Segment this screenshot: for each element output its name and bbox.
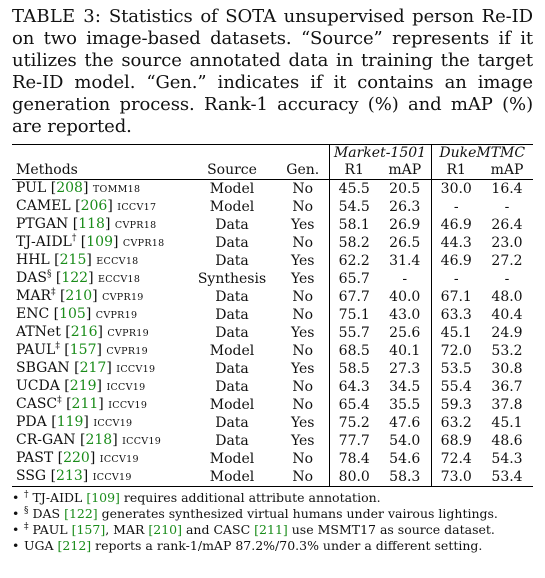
method-name: MAR [16, 288, 51, 304]
col-header-gen: Gen. [286, 162, 320, 178]
dataset-header-row [12, 145, 533, 163]
method-name: TJ-AIDL [16, 234, 72, 250]
source-cell: Data [215, 252, 249, 269]
gen-cell: Yes [291, 270, 315, 287]
market-map-cell: 47.6 [389, 414, 421, 431]
footnote-text: and CASC [182, 522, 255, 537]
footnote-mark: ‡ [24, 521, 29, 532]
market-r1-cell: 65.7 [329, 270, 379, 288]
gen-cell: Yes [291, 414, 315, 431]
duke-r1-cell: 45.1 [431, 324, 481, 342]
duke-r1-cell: 59.3 [431, 396, 481, 414]
duke-map-cell: 23.0 [491, 234, 523, 251]
venue-label: CVPR19 [107, 328, 149, 339]
col-header-market-r1: R1 [329, 162, 379, 180]
duke-map-cell: 45.1 [491, 414, 523, 431]
footnote-mark: † [71, 233, 77, 244]
source-cell: Data [215, 432, 249, 449]
duke-map-cell: 53.2 [491, 342, 523, 359]
citation-link[interactable]: 206 [80, 198, 108, 214]
gen-cell: No [292, 396, 314, 413]
duke-r1-cell: 73.0 [431, 468, 481, 487]
duke-map-cell: 24.9 [491, 324, 523, 341]
duke-r1-cell: 53.5 [431, 360, 481, 378]
duke-map-cell: 48.6 [491, 432, 523, 449]
dataset-header-market: Market-1501 [329, 145, 431, 163]
venue-label: ICCV19 [122, 436, 162, 447]
market-r1-cell: 58.2 [329, 234, 379, 252]
duke-map-cell: 27.2 [491, 252, 523, 269]
market-r1-cell: 75.1 [329, 306, 379, 324]
footnote-mark: ‡ [57, 395, 62, 406]
method-cell: DAS§ [122] ECCV18 [16, 269, 141, 286]
method-cell: UCDA [219] ICCV19 [16, 378, 146, 394]
method-name: HHL [16, 252, 50, 268]
caption-text: Statistics of SOTA unsupervised person Re-ID on two image-based datasets. “Source” represents if it utilizes the source annotated data in training the target Re-ID model. “Gen.” indicates if it contains an image generation process. Rank-1 accuracy (%) and mAP (%) are reported. [12, 6, 533, 137]
citation-link[interactable]: 211 [71, 396, 99, 412]
citation-link[interactable]: 109 [86, 234, 113, 250]
table-caption [12, 6, 533, 138]
source-cell: Data [215, 306, 249, 323]
method-cell: SBGAN [217] ICCV19 [16, 360, 156, 376]
method-cell: SSG [213] ICCV19 [12, 468, 187, 487]
source-cell: Data [215, 288, 249, 305]
footnote [12, 506, 533, 522]
footnote-text: UGA [24, 538, 58, 553]
duke-map-cell: 40.4 [491, 306, 523, 323]
footnote-text: DAS [28, 506, 65, 521]
method-cell: HHL [215] ECCV18 [16, 252, 139, 268]
footnote [12, 490, 533, 506]
market-map-cell: 31.4 [389, 252, 421, 269]
market-r1-cell: 54.5 [329, 198, 379, 216]
method-cell: CR-GAN [218] ICCV19 [16, 432, 162, 448]
method-cell: CASC‡ [211] ICCV19 [16, 395, 148, 412]
market-r1-cell: 45.5 [329, 180, 379, 199]
duke-r1-cell: 72.4 [431, 450, 481, 468]
duke-map-cell: 36.7 [491, 378, 523, 395]
gen-cell: No [292, 450, 314, 467]
table-row [12, 306, 533, 324]
method-cell: MAR‡ [210] CVPR19 [16, 287, 144, 304]
source-cell: Synthesis [197, 270, 267, 287]
citation-link[interactable]: 219 [69, 378, 97, 394]
table-row [12, 360, 533, 378]
source-cell: Model [209, 450, 255, 467]
table-row [12, 432, 533, 450]
duke-map-cell: - [504, 198, 510, 215]
market-map-cell: 20.5 [379, 180, 431, 199]
table-row [12, 198, 533, 216]
method-cell: PAUL‡ [157] CVPR19 [16, 341, 148, 358]
venue-label: CVPR19 [106, 346, 148, 357]
venue-label: TOMM18 [92, 184, 141, 195]
source-cell: Data [215, 216, 249, 233]
venue-label: CVPR19 [95, 310, 138, 321]
gen-cell: No [292, 198, 314, 215]
table-row [12, 450, 533, 468]
gen-cell: Yes [291, 324, 315, 341]
footnote [12, 538, 533, 554]
footnote-mark: § [24, 505, 29, 516]
venue-label: ICCV19 [116, 364, 156, 375]
source-cell: Model [187, 180, 277, 199]
method-name: DAS [16, 270, 47, 286]
citation-link[interactable]: 216 [70, 324, 98, 340]
gen-cell: No [292, 288, 314, 305]
venue-label: ECCV18 [96, 256, 139, 267]
market-map-cell: 35.5 [389, 396, 421, 413]
table-row [12, 468, 533, 487]
venue-label: ICCV19 [99, 454, 139, 465]
duke-r1-cell: 63.3 [431, 306, 481, 324]
market-map-cell: 27.3 [389, 360, 421, 377]
duke-r1-cell: 68.9 [431, 432, 481, 450]
citation-link[interactable]: 105 [59, 306, 86, 322]
footnote-text: reports a rank-1/mAP 87.2%/70.3% under a different setting. [91, 538, 483, 553]
method-cell: ENC [105] CVPR19 [16, 306, 138, 322]
table-row [12, 396, 533, 414]
venue-label: ICCV19 [93, 418, 133, 429]
market-map-cell: 54.0 [389, 432, 421, 449]
duke-r1-cell: 55.4 [431, 378, 481, 396]
footnote-mark: † [24, 489, 29, 500]
table-row [12, 180, 533, 199]
market-map-cell: 26.5 [389, 234, 421, 251]
venue-label: ICCV17 [117, 202, 157, 213]
bullet-icon: • [12, 522, 20, 537]
citation-link[interactable]: 215 [59, 252, 87, 268]
market-r1-cell: 80.0 [329, 468, 379, 487]
market-r1-cell: 68.5 [329, 342, 379, 360]
method-cell: TJ-AIDL† [109] CVPR18 [16, 233, 165, 250]
duke-map-cell: 16.4 [481, 180, 533, 199]
venue-label: CVPR19 [102, 292, 144, 303]
duke-r1-cell: - [431, 198, 481, 216]
market-map-cell: 25.6 [389, 324, 421, 341]
col-header-methods: Methods [16, 162, 78, 178]
method-name: ENC [16, 306, 50, 322]
method-name: PDA [16, 414, 47, 430]
method-cell: CAMEL [206] ICCV17 [16, 198, 157, 214]
citation-link[interactable]: [212] [57, 538, 92, 553]
gen-cell: No [277, 468, 329, 487]
method-name: CR-GAN [16, 432, 76, 448]
duke-r1-cell: 46.9 [431, 216, 481, 234]
bullet-icon: • [12, 506, 20, 521]
table-row [12, 234, 533, 252]
citation-link[interactable]: 210 [65, 288, 93, 304]
citation-link[interactable]: 217 [79, 360, 107, 376]
market-map-cell: 40.0 [389, 288, 421, 305]
gen-cell: No [292, 342, 314, 359]
citation-link[interactable]: 118 [78, 216, 105, 232]
col-header-duke-r1: R1 [431, 162, 481, 180]
method-name: CASC [16, 396, 58, 412]
method-name: SBGAN [16, 360, 70, 376]
duke-map-cell: 53.4 [481, 468, 533, 487]
duke-map-cell: - [504, 270, 510, 287]
gen-cell: No [292, 234, 314, 251]
footnote-mark: ‡ [55, 341, 60, 352]
method-cell: PDA [119] ICCV19 [16, 414, 133, 430]
duke-map-cell: 54.3 [491, 450, 523, 467]
market-r1-cell: 67.7 [329, 288, 379, 306]
venue-label: ICCV19 [92, 472, 132, 483]
table-body [12, 180, 533, 487]
gen-cell: Yes [291, 360, 315, 377]
market-map-cell: 40.1 [389, 342, 421, 359]
source-cell: Data [215, 360, 249, 377]
market-map-cell: - [402, 270, 408, 287]
market-map-cell: 34.5 [389, 378, 421, 395]
duke-r1-cell: 44.3 [431, 234, 481, 252]
method-name: ATNet [16, 324, 61, 340]
source-cell: Data [215, 234, 249, 251]
gen-cell: Yes [291, 216, 315, 233]
citation-link[interactable]: 213 [56, 468, 83, 484]
source-cell: Data [215, 324, 249, 341]
method-name: CAMEL [16, 198, 71, 214]
venue-label: CVPR18 [122, 238, 165, 249]
method-cell: ATNet [216] CVPR19 [16, 324, 149, 340]
method-cell: PTGAN [118] CVPR18 [16, 216, 157, 232]
citation-link[interactable]: [122] [64, 506, 98, 521]
table-row [12, 414, 533, 432]
source-cell: Model [209, 342, 255, 359]
source-cell: Data [215, 378, 249, 395]
method-cell: PAST [220] ICCV19 [16, 450, 139, 466]
market-map-cell: 26.3 [389, 198, 421, 215]
market-map-cell: 54.6 [389, 450, 421, 467]
market-r1-cell: 78.4 [329, 450, 379, 468]
table-notes [12, 490, 533, 554]
citation-link[interactable]: 218 [85, 432, 113, 448]
market-map-cell: 43.0 [389, 306, 421, 323]
table-row [12, 378, 533, 396]
results-table [12, 144, 533, 487]
footnote-text: TJ-AIDL [28, 490, 87, 505]
source-cell: Data [215, 414, 249, 431]
market-r1-cell: 77.7 [329, 432, 379, 450]
market-r1-cell: 65.4 [329, 396, 379, 414]
duke-r1-cell: 67.1 [431, 288, 481, 306]
citation-link[interactable]: [109] [86, 490, 120, 505]
citation-link[interactable]: [157] [71, 522, 106, 537]
footnote [12, 522, 533, 538]
citation-link[interactable]: 122 [61, 270, 89, 286]
source-cell: Model [209, 198, 255, 215]
method-cell: PUL [208] TOMM18 [12, 180, 187, 199]
footnote-mark: ‡ [51, 287, 56, 298]
venue-label: CVPR18 [114, 220, 157, 231]
duke-r1-cell: 63.2 [431, 414, 481, 432]
table-row [12, 324, 533, 342]
market-map-cell: 58.3 [379, 468, 431, 487]
market-r1-cell: 62.2 [329, 252, 379, 270]
table-row [12, 216, 533, 234]
table-row [12, 270, 533, 288]
method-name: SSG [16, 468, 47, 484]
table-label: TABLE 3: [12, 6, 102, 27]
duke-r1-cell: 72.0 [431, 342, 481, 360]
source-cell: Model [187, 468, 277, 487]
method-name: PAST [16, 450, 54, 466]
col-header-source: Source [207, 162, 257, 178]
method-name: PUL [16, 180, 47, 196]
method-name: PTGAN [16, 216, 69, 232]
table-row [12, 342, 533, 360]
duke-r1-cell: - [431, 270, 481, 288]
gen-cell: No [277, 180, 329, 199]
method-name: PAUL [16, 342, 56, 358]
gen-cell: No [292, 306, 314, 323]
citation-link[interactable]: [210] [148, 522, 182, 537]
bullet-icon: • [12, 538, 20, 553]
footnote-text: generates synthesized virtual humans under vairous lightings. [97, 506, 498, 521]
gen-cell: Yes [291, 252, 315, 269]
gen-cell: Yes [291, 432, 315, 449]
market-map-cell: 26.9 [389, 216, 421, 233]
citation-link[interactable]: 119 [56, 414, 84, 430]
footnote-mark: § [46, 269, 52, 280]
market-r1-cell: 58.5 [329, 360, 379, 378]
duke-r1-cell: 46.9 [431, 252, 481, 270]
venue-label: ICCV19 [108, 400, 148, 411]
footnote-text: , MAR [105, 522, 149, 537]
col-header-market-map: mAP [388, 162, 422, 178]
source-cell: Model [209, 396, 255, 413]
gen-cell: No [292, 378, 314, 395]
footnote-text: use MSMT17 as source dataset. [287, 522, 495, 537]
dataset-header-duke: DukeMTMC [431, 145, 533, 163]
duke-map-cell: 37.8 [491, 396, 523, 413]
bullet-icon: • [12, 490, 20, 505]
col-header-duke-map: mAP [490, 162, 524, 178]
method-name: UCDA [16, 378, 60, 394]
market-r1-cell: 58.1 [329, 216, 379, 234]
duke-map-cell: 26.4 [491, 216, 523, 233]
duke-map-cell: 48.0 [491, 288, 523, 305]
citation-link[interactable]: 208 [56, 180, 83, 196]
market-r1-cell: 75.2 [329, 414, 379, 432]
duke-map-cell: 30.8 [491, 360, 523, 377]
venue-label: ICCV19 [106, 382, 146, 393]
citation-link[interactable]: [211] [254, 522, 288, 537]
market-r1-cell: 64.3 [329, 378, 379, 396]
footnote-text: requires additional attribute annotation. [119, 490, 381, 505]
footnote-text: PAUL [28, 522, 72, 537]
table-row [12, 252, 533, 270]
table-row [12, 288, 533, 306]
column-header-row [12, 162, 533, 180]
citation-link[interactable]: 220 [63, 450, 90, 466]
duke-r1-cell: 30.0 [431, 180, 481, 199]
citation-link[interactable]: 157 [69, 342, 97, 358]
market-r1-cell: 55.7 [329, 324, 379, 342]
venue-label: ECCV18 [98, 274, 141, 285]
